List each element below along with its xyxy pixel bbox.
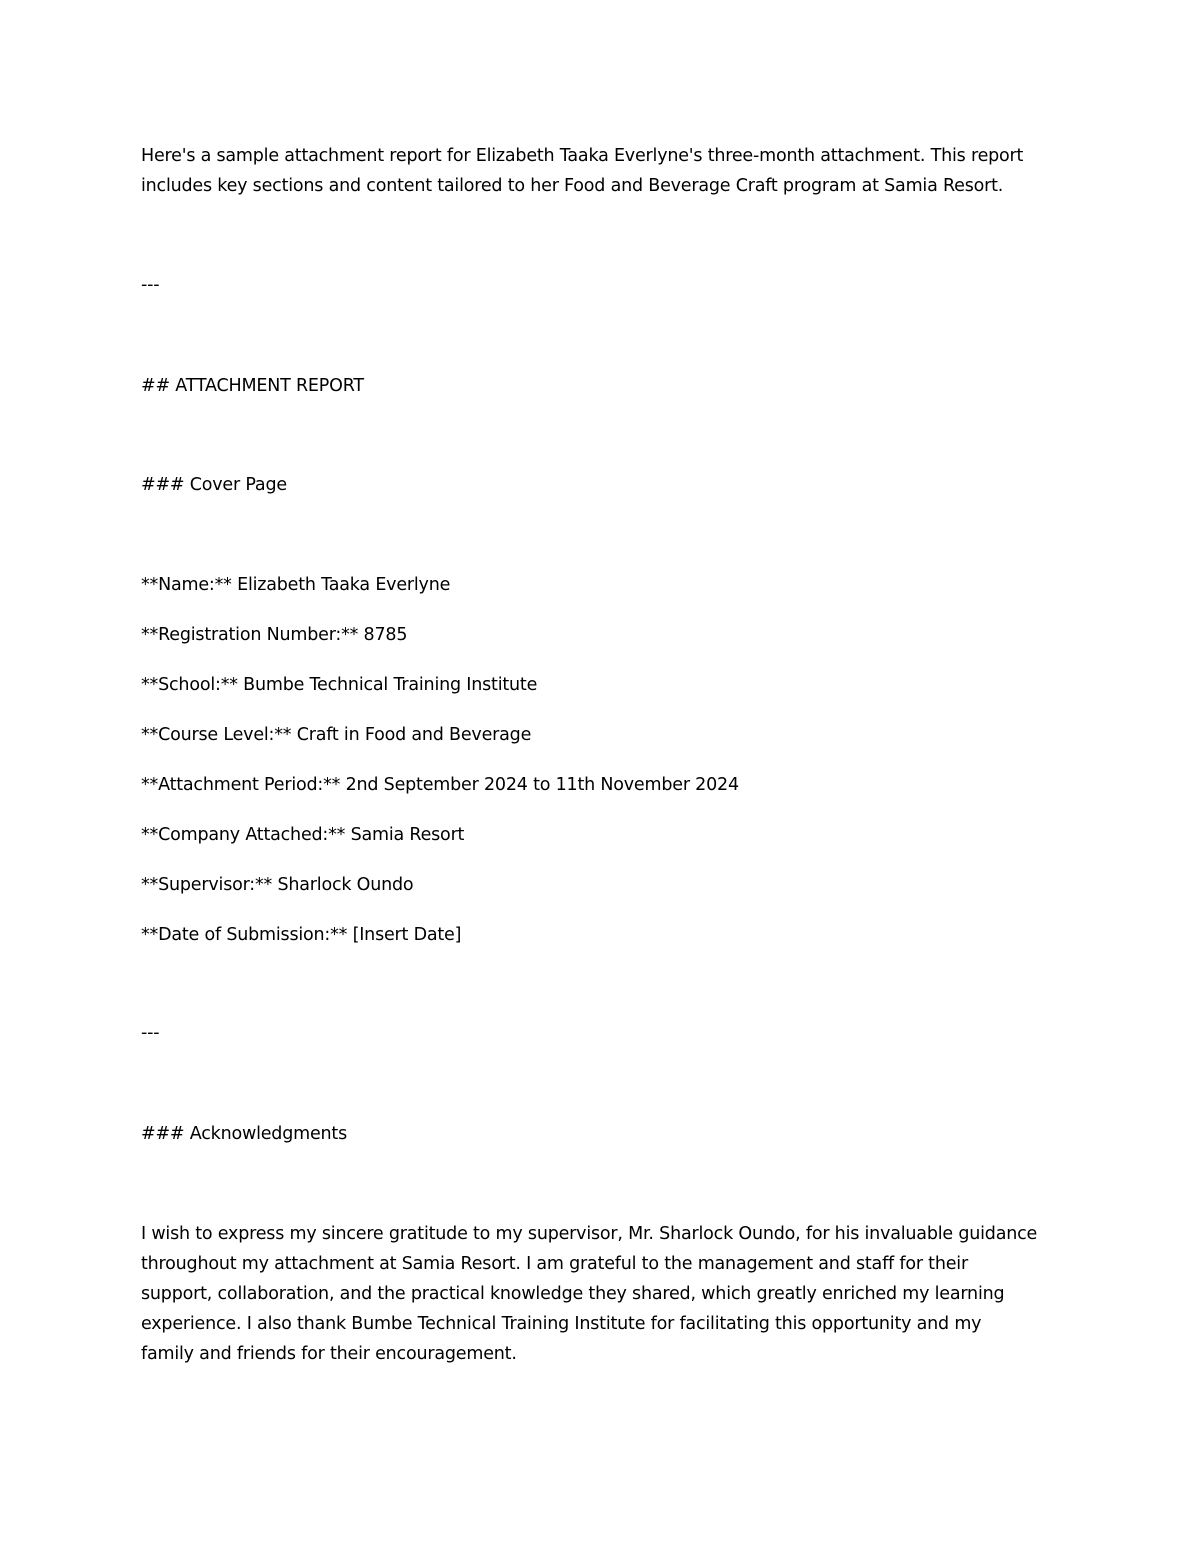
intro-line-1: Here's a sample attachment report for Elizabeth Taaka Everlyne's three-month attachment. This report: [141, 146, 1024, 166]
cover-field-school: **School:** Bumbe Technical Training Institute: [141, 675, 538, 695]
cover-field-course-level: **Course Level:** Craft in Food and Beverage: [141, 725, 532, 745]
ack-line-3: support, collaboration, and the practical knowledge they shared, which greatly enriched my learning: [141, 1284, 1005, 1304]
acknowledgments-heading: ### Acknowledgments: [141, 1124, 348, 1144]
cover-page-heading: ### Cover Page: [141, 475, 287, 495]
intro-paragraph: [141, 145, 1081, 205]
cover-field-registration-number: **Registration Number:** 8785: [141, 625, 408, 645]
acknowledgments-paragraph: [141, 1223, 1081, 1373]
separator-2: ---: [141, 1023, 160, 1043]
cover-field-company-attached: **Company Attached:** Samia Resort: [141, 825, 465, 845]
cover-field-supervisor: **Supervisor:** Sharlock Oundo: [141, 875, 414, 895]
ack-line-4: experience. I also thank Bumbe Technical Training Institute for facilitating this opportunity and my: [141, 1314, 982, 1334]
report-heading: ## ATTACHMENT REPORT: [141, 376, 364, 396]
ack-line-2: throughout my attachment at Samia Resort. I am grateful to the management and staff for their: [141, 1254, 968, 1274]
cover-field-date-of-submission: **Date of Submission:** [Insert Date]: [141, 925, 462, 945]
cover-field-name: **Name:** Elizabeth Taaka Everlyne: [141, 575, 451, 595]
intro-line-2: includes key sections and content tailored to her Food and Beverage Craft program at Samia Resort.: [141, 176, 1004, 196]
ack-line-5: family and friends for their encouragement.: [141, 1344, 517, 1364]
separator-1: ---: [141, 275, 160, 295]
cover-field-attachment-period: **Attachment Period:** 2nd September 2024 to 11th November 2024: [141, 775, 739, 795]
ack-line-1: I wish to express my sincere gratitude to my supervisor, Mr. Sharlock Oundo, for his invaluable guidance: [141, 1224, 1038, 1244]
